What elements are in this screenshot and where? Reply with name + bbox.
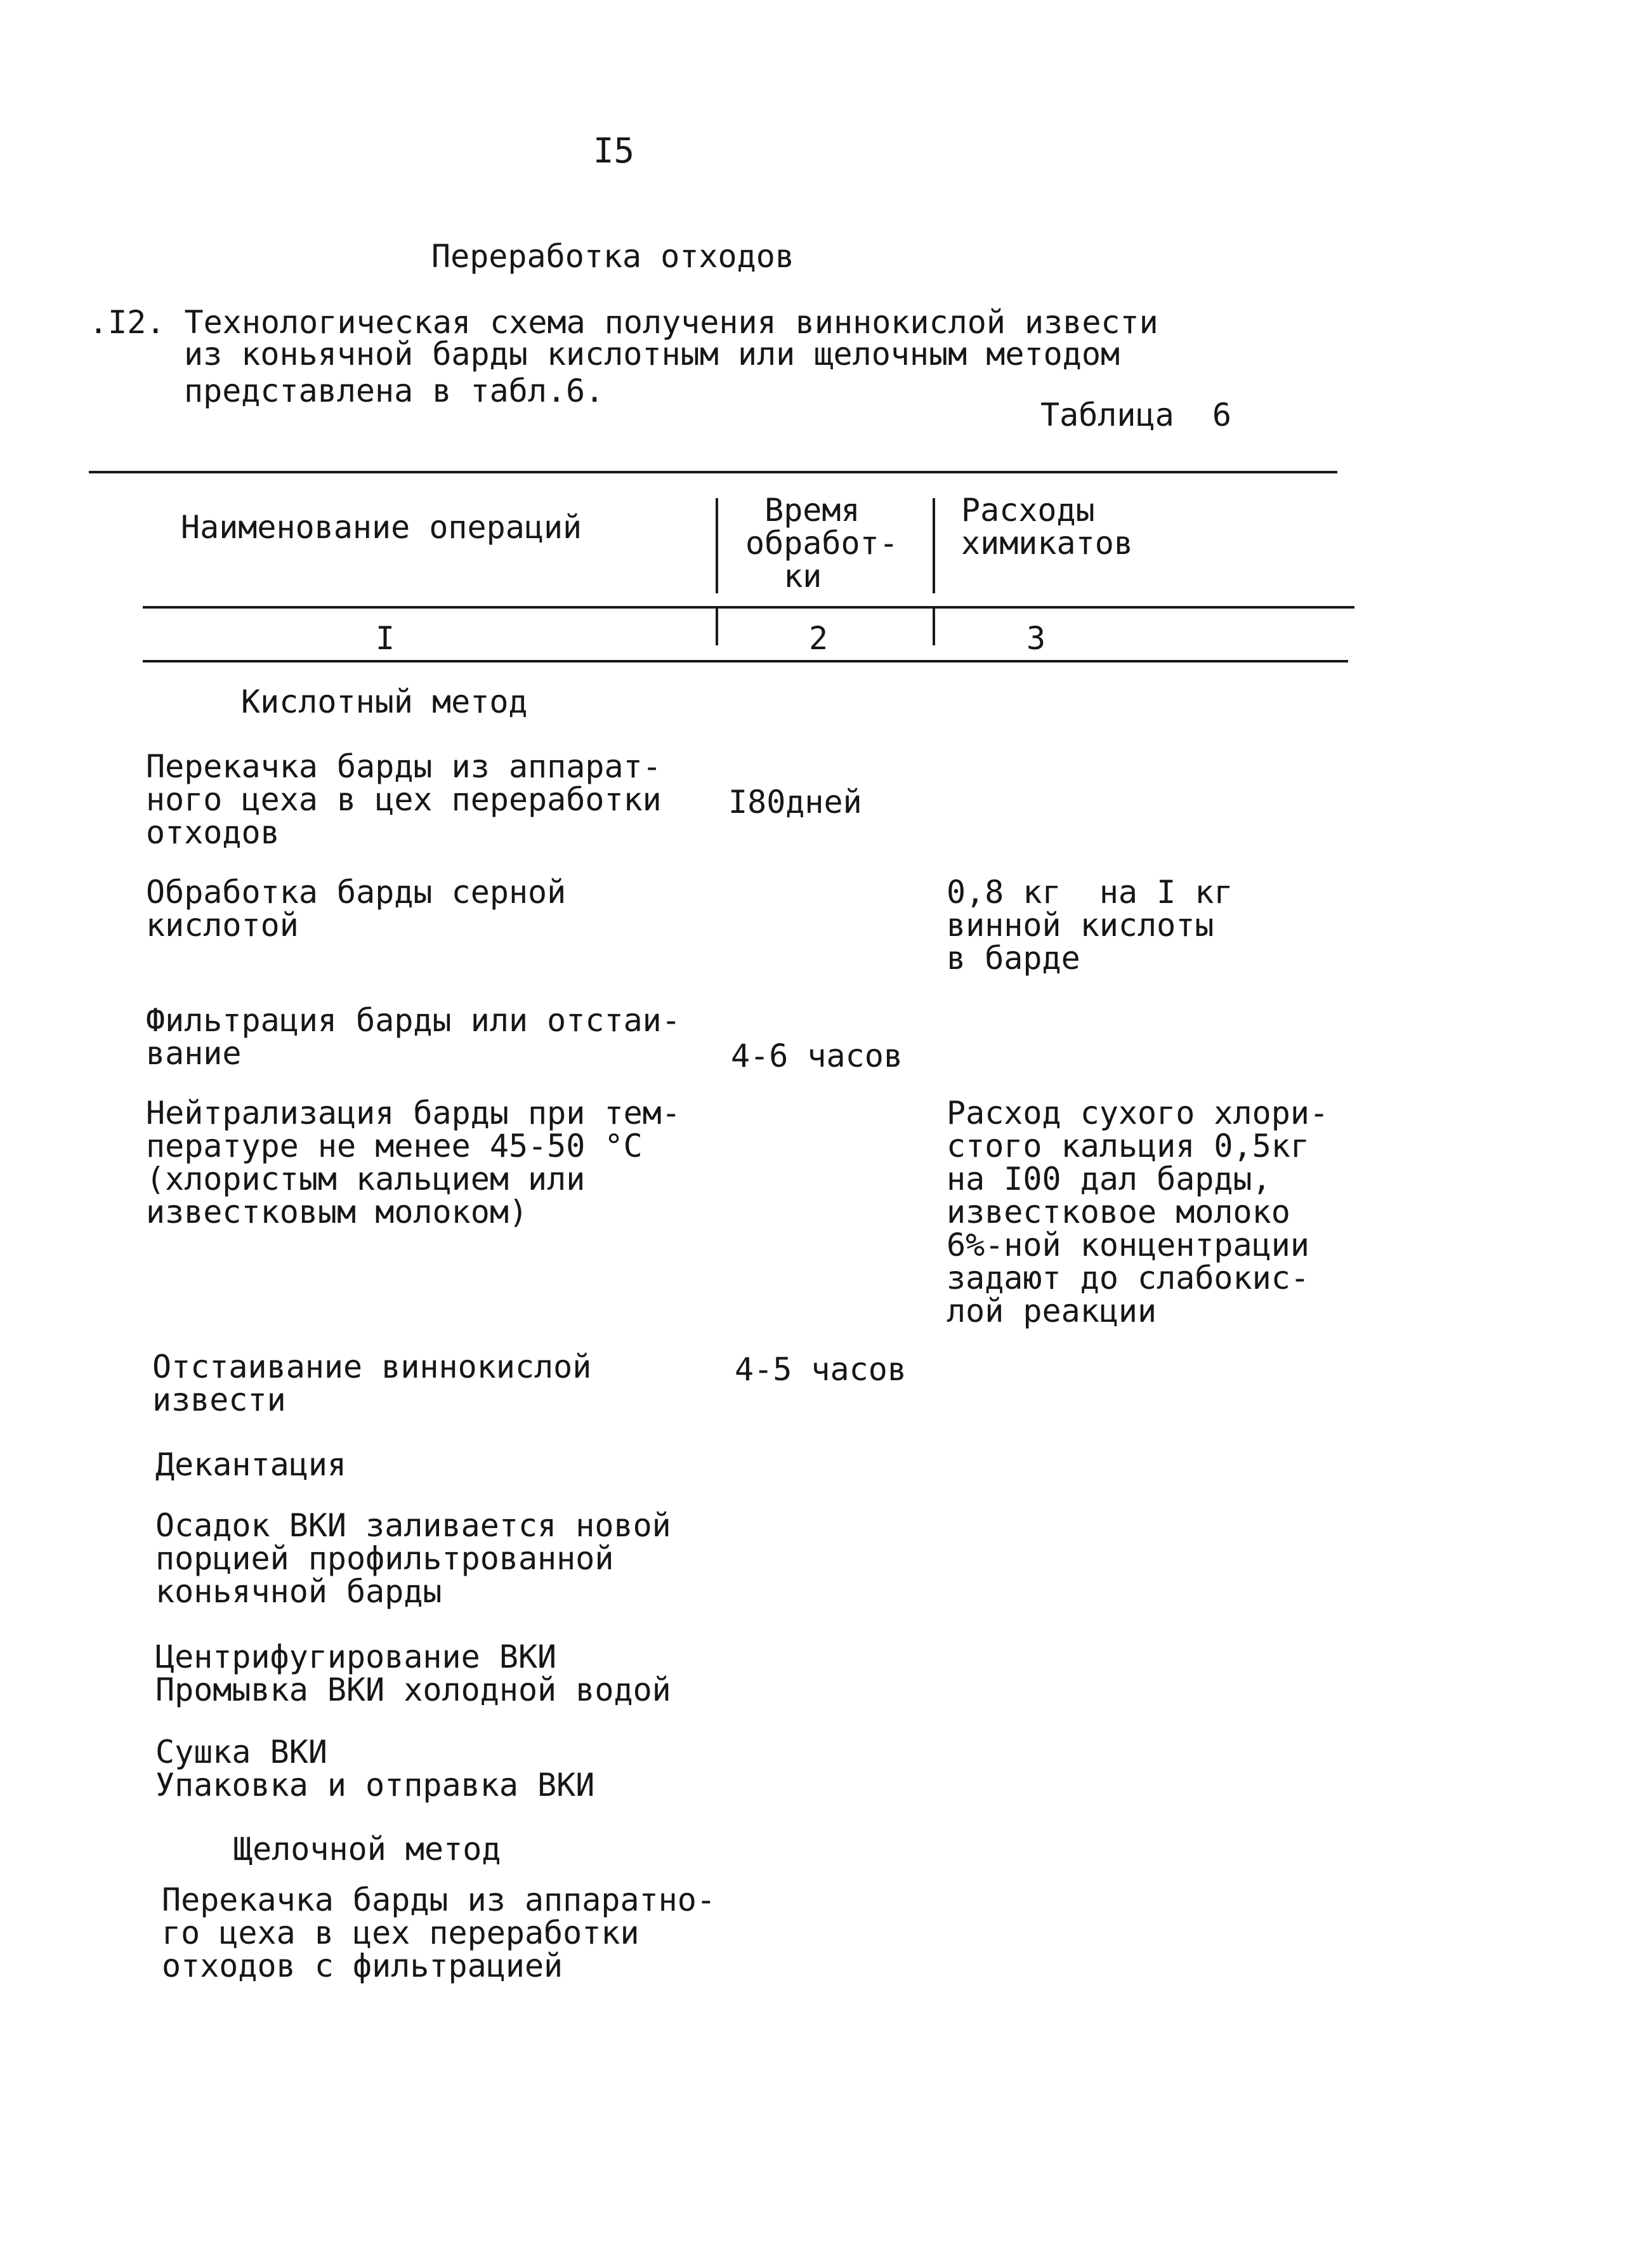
- col-number-1: I: [376, 620, 395, 657]
- section-title: Переработка отходов: [431, 238, 794, 275]
- acid-row-5-operation: Отстаивание виннокислой извести: [152, 1348, 592, 1418]
- table-top-rule: [89, 471, 1337, 473]
- acid-method-title: Кислотный метод: [241, 683, 528, 720]
- acid-row-5-time: 4-5 часов: [735, 1351, 907, 1388]
- acid-row-3-operation: Фильтрация барды или отстаи- вание: [146, 1002, 681, 1072]
- table-label: Таблица 6: [1040, 397, 1232, 433]
- page-number: I5: [593, 131, 635, 171]
- header-divider-2: [933, 498, 935, 593]
- header-divider-1: [716, 498, 718, 593]
- acid-row-8-operation: Центрифугирование ВКИ Промывка ВКИ холодной водой: [155, 1638, 671, 1708]
- acid-row-1-time: I80дней: [728, 784, 862, 821]
- col-number-3: 3: [1026, 620, 1046, 657]
- acid-row-1-operation: Перекачка барды из аппарат- ного цеха в цех переработки отходов: [146, 748, 662, 851]
- alkali-row-1-operation: Перекачка барды из аппаратно- го цеха в цех переработки отходов с фильтрацией: [162, 1882, 716, 1984]
- acid-row-6-operation: Декантация: [155, 1446, 347, 1483]
- header-processing-time: Время обработ- ки: [745, 492, 898, 595]
- header-operations: Наименование операций: [181, 509, 582, 546]
- header-bottom-rule: [143, 660, 1348, 662]
- acid-row-4-chemicals: Расход сухого хлори- стого кальция 0,5кг на I00 дал барды, известковое молоко 6%-ной концентрации задают до слабокис- лой реакции: [947, 1095, 1329, 1329]
- intro-line-3: представлена в табл.6.: [184, 372, 605, 409]
- number-divider-2: [933, 606, 935, 645]
- header-chemicals: Расходы химикатов: [961, 492, 1133, 562]
- alkali-method-title: Щелочной метод: [233, 1831, 501, 1868]
- header-mid-rule: [143, 606, 1354, 609]
- acid-row-3-time: 4-6 часов: [731, 1038, 903, 1074]
- number-divider-1: [716, 606, 718, 645]
- intro-line-1: .I2. Технологическая схема получения виннокислой извести: [89, 304, 1158, 341]
- acid-row-2-operation: Обработка барды серной кислотой: [146, 874, 567, 944]
- acid-row-2-chemicals: 0,8 кг на I кг винной кислоты в барде: [947, 874, 1233, 977]
- acid-row-4-operation: Нейтрализация барды при тем- пературе не менее 45-50 °С (хлористым кальцием или известковым молоком): [146, 1095, 681, 1230]
- col-number-2: 2: [809, 620, 829, 657]
- acid-row-9-operation: Сушка ВКИ Упаковка и отправка ВКИ: [155, 1734, 595, 1803]
- acid-row-7-operation: Осадок ВКИ заливается новой порцией профильтрованной коньячной барды: [155, 1507, 671, 1610]
- intro-line-2: из коньячной барды кислотным или щелочным методом: [184, 336, 1120, 372]
